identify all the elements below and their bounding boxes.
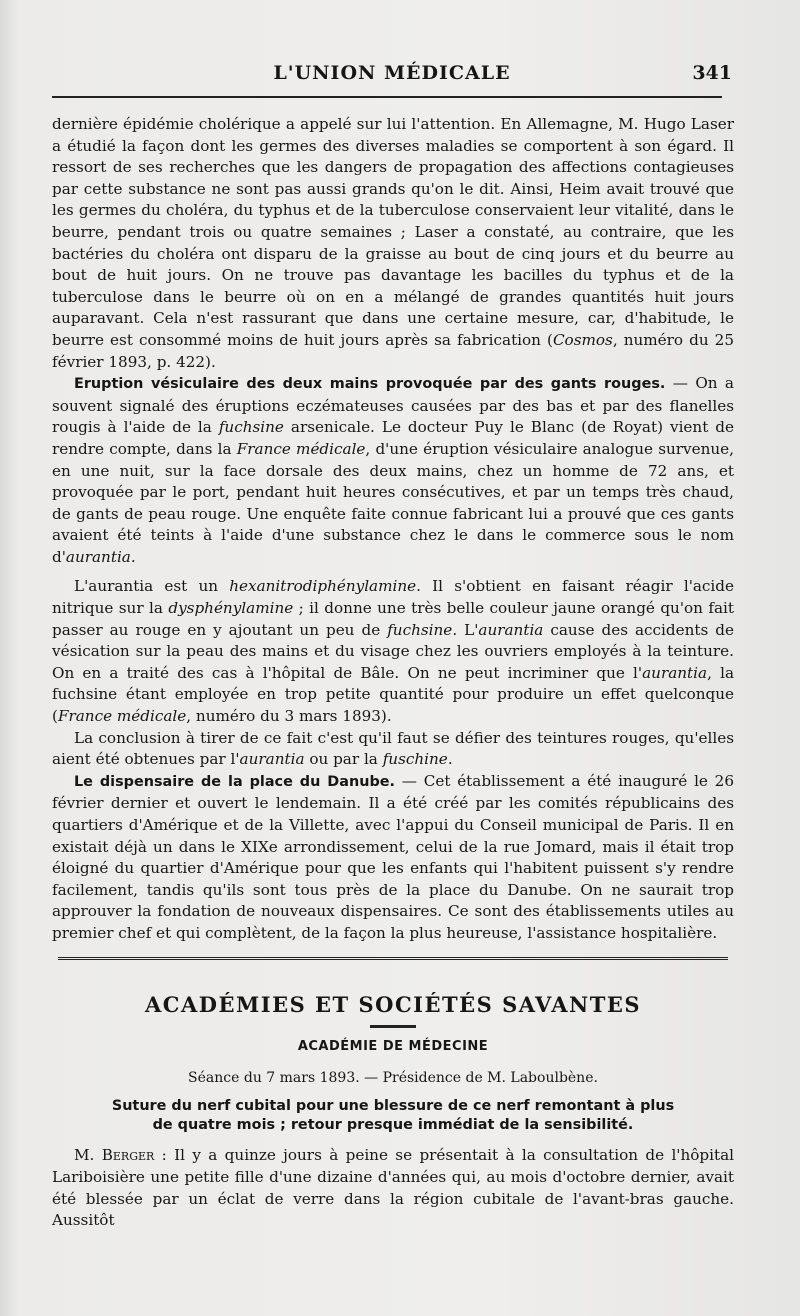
speaker-name: M. Berger bbox=[74, 1146, 155, 1165]
section-divider bbox=[58, 957, 728, 960]
paragraph-text: — Cet établissement a été inauguré le 26 février dernier et ouvert le lendemain. Il a été créé par les comités républicains des quartiers d'Amérique et de la Villette, avec l'appui du Conseil municipal de Paris. Il en existait déjà un dans le XIXe arrondissement, celui de la rue Jomard, mais il était trop éloigné du quartier d'Amérique pour que les enfants qui l'habitent puissent s'y rendre facilement, tandis qu'ils sont tous près de la place du Danube. On ne saurait trop approuver la fondation de nouveaux dispensaires. Ce sont des établissements utiles au premier chef et qui complètent, de la façon la plus heureuse, l'assistance hospitalière. bbox=[52, 771, 735, 942]
communication-title bbox=[52, 1097, 734, 1135]
running-title: L'UNION MÉDICALE bbox=[273, 62, 511, 84]
title-underline bbox=[370, 1025, 416, 1028]
page-header bbox=[52, 58, 732, 90]
paragraph-text: cause des accidents de vésication sur la peau des mains et du visage chez les ouvriers employés à la teinture. On en a traité des cas à l'hôpital de Bâle. On ne peut incriminer que l' bbox=[52, 620, 735, 682]
paragraph-berger bbox=[52, 1145, 734, 1231]
paragraph-text: ou par la bbox=[304, 750, 383, 769]
paragraph-dispensary bbox=[52, 771, 734, 945]
paragraph-text: : Il y a quinze jours à peine se présentait à la consultation de l'hôpital Lariboisière une petite fille d'une dizaine d'années qui, au mois d'octobre dernier, avait été blessée par un éclat de verre dans la région cubitale de l'avant-bras gauche. Aussitôt bbox=[52, 1146, 734, 1230]
paragraph-text: dernière épidémie cholérique a appelé sur lui l'attention. En Allemagne, M. Hugo Laser a étudié la façon dont les germes des diverses maladies se comportent à son égard. Il ressort de ses recherches que les dangers de propagation des affections contagieuses par cette substance ne sont pas aussi grands qu'on le dit. Ainsi, Heim avait trouvé que les germes du choléra, du typhus et de la tuberculose conservaient leur vitalité, dans le beurre, pendant trois ou quatre semaines ; Laser a constaté, au contraire, que les bactéries du choléra ont disparu de la graisse au bout de cinq jours et du beurre au bout de huit jours. On ne trouve pas davantage les bacilles du typhus et de la tuberculose dans le beurre où on en a mélangé de grandes quantités huit jours auparavant. Cela n'est rassurant que dans une certaine mesure, car, d'habitude, le beurre est consommé moins de huit jours après sa fabrication ( bbox=[52, 115, 734, 349]
paragraph-text: , numéro du 3 mars 1893). bbox=[186, 707, 392, 726]
communication-title-line-2: de quatre mois ; retour presque immédiat de la sensibilité. bbox=[152, 1117, 634, 1134]
paragraph-text: L'aurantia est un bbox=[74, 577, 230, 596]
term-italic: fuschine bbox=[382, 750, 448, 769]
term-italic: fuchsine bbox=[387, 620, 453, 639]
citation-italic: France médicale bbox=[236, 439, 366, 458]
subsection-title: ACADÉMIE DE MÉDECINE bbox=[297, 1039, 489, 1055]
citation-italic: Cosmos bbox=[552, 330, 613, 349]
paragraph-text: — On a souvent signalé des éruptions eczémateuses causées par des bas et par des flanelles rougis à l'aide de la bbox=[52, 374, 734, 437]
paragraph-text: . bbox=[447, 750, 453, 769]
paragraph-text: . Il s'obtient en faisant réagir l'acide nitrique sur la bbox=[52, 577, 734, 618]
term-italic: aurantia. bbox=[65, 547, 136, 566]
communication-title-line-1: Suture du nerf cubital pour une blessure de ce nerf remontant à plus bbox=[111, 1098, 675, 1115]
paragraph-butter bbox=[52, 114, 734, 373]
article-body bbox=[52, 114, 734, 1232]
paragraph-text-end: , numéro du 25 février 1893, p. 422). bbox=[52, 330, 734, 371]
section-title: ACADÉMIES ET SOCIÉTÉS SAVANTES bbox=[144, 991, 641, 1017]
paragraph-text: arsenicale. Le docteur Puy le Blanc (de Royat) vient de rendre compte, dans la bbox=[52, 418, 734, 458]
paragraph-text: , d'une éruption vésiculaire analogue survenue, en une nuit, sur la face dorsale des deux mains, chez un homme de 72 ans, et provoquée par le port, pendant huit heures consécutives, et par un temps très chaud, de gants de peau rouge. Une enquête faite connue fabricant lui a prouvé que ces gants avaient été teints à l'aide d'une substance chez le dans le commerce sous le nom d' bbox=[52, 439, 734, 566]
term-italic: hexanitrodiphénylamine bbox=[229, 577, 417, 596]
paragraph-red-gloves bbox=[52, 373, 734, 568]
header-rule bbox=[52, 96, 722, 98]
paragraph-text: , la fuchsine étant employée en trop petite quantité pour produire un effet quelconque ( bbox=[52, 663, 734, 726]
term-italic: aurantia bbox=[642, 663, 708, 682]
paragraph-aurantia bbox=[52, 576, 734, 727]
paragraph-text: La conclusion à tirer de ce fait c'est qu'il faut se défier des teintures rouges, qu'elles aient été obtenues par l' bbox=[52, 728, 734, 769]
paragraph-lead: Le dispensaire de la place du Danube. bbox=[74, 773, 395, 790]
session-line: Séance du 7 mars 1893. — Présidence de M. Laboulbène. bbox=[188, 1069, 598, 1086]
paragraph-conclusion bbox=[52, 728, 734, 771]
paragraph-text: . L' bbox=[452, 620, 479, 639]
term-italic: aurantia bbox=[478, 620, 544, 639]
spacer bbox=[52, 568, 734, 576]
paragraph-text: ; il donne une très belle couleur jaune orangé qu'on fait passer au rouge en y ajoutant un peu de bbox=[52, 599, 734, 639]
term-italic: aurantia bbox=[239, 750, 305, 769]
paragraph-lead: Eruption vésiculaire des deux mains provoquée par des gants rouges. bbox=[74, 376, 666, 393]
citation-italic: France médicale bbox=[57, 707, 187, 726]
term-italic: dysphénylamine bbox=[168, 599, 294, 618]
page-number: 341 bbox=[692, 62, 732, 84]
term-italic: fuchsine bbox=[218, 418, 284, 437]
